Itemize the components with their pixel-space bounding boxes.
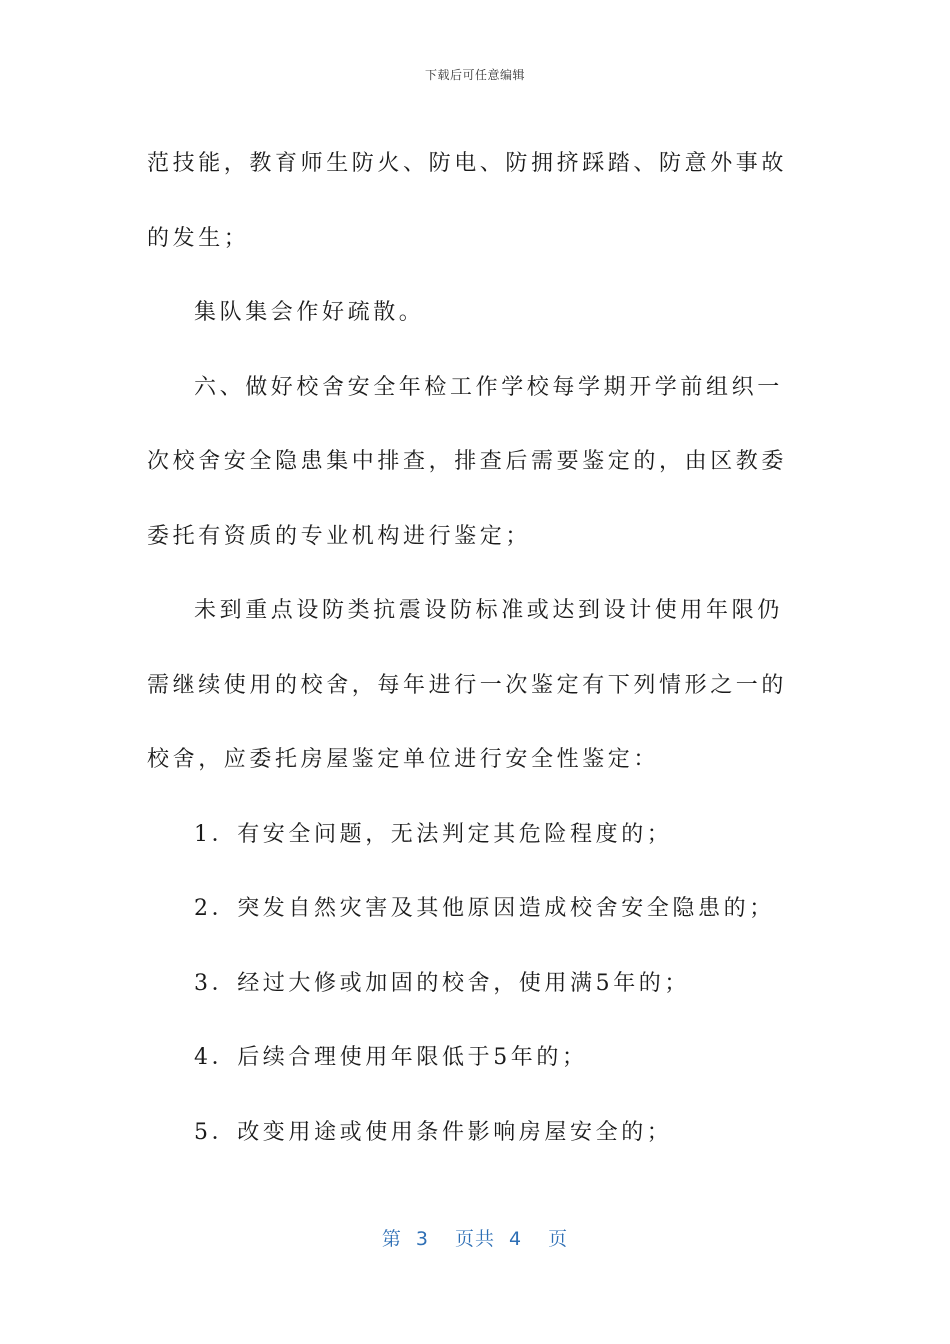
list-item: 5．改变用途或使用条件影响房屋安全的； [194, 1119, 673, 1145]
page-footer [0, 1224, 950, 1251]
paragraph-continuation: 范技能，教育师生防火、防电、防拥挤踩踏、防意外事故的发生； [147, 151, 788, 251]
total-page-number: 4 [509, 1228, 523, 1250]
list-item: 1．有安全问题，无法判定其危险程度的； [194, 821, 673, 847]
list-item: 2．突发自然灾害及其他原因造成校舍安全隐患的； [194, 896, 775, 921]
paragraph: 集队集会作好疏散。 [194, 300, 425, 325]
paragraph-section-six: 六、做好校舍安全年检工作学校每学期开学前组织一次校舍安全隐患集中排查，排查后需要鉴定的，由区教委委托有资质的专业机构进行鉴定； [147, 374, 788, 549]
current-page-number: 3 [415, 1228, 429, 1250]
paragraph: 未到重点设防类抗震设防标准或达到设计使用年限仍需继续使用的校舍，每年进行一次鉴定有下列情形之一的校舍，应委托房屋鉴定单位进行安全性鉴定： [147, 598, 788, 772]
footer-middle: 页共 [454, 1228, 495, 1250]
footer-prefix: 第 [381, 1228, 402, 1250]
page-header: 下载后可任意编辑 [424, 68, 525, 82]
list-item: 3．经过大修或加固的校舍，使用满5年的； [194, 970, 690, 996]
document-body [147, 127, 797, 1170]
list-item: 4．后续合理使用年限低于5年的； [194, 1045, 588, 1070]
footer-suffix: 页 [548, 1228, 569, 1250]
